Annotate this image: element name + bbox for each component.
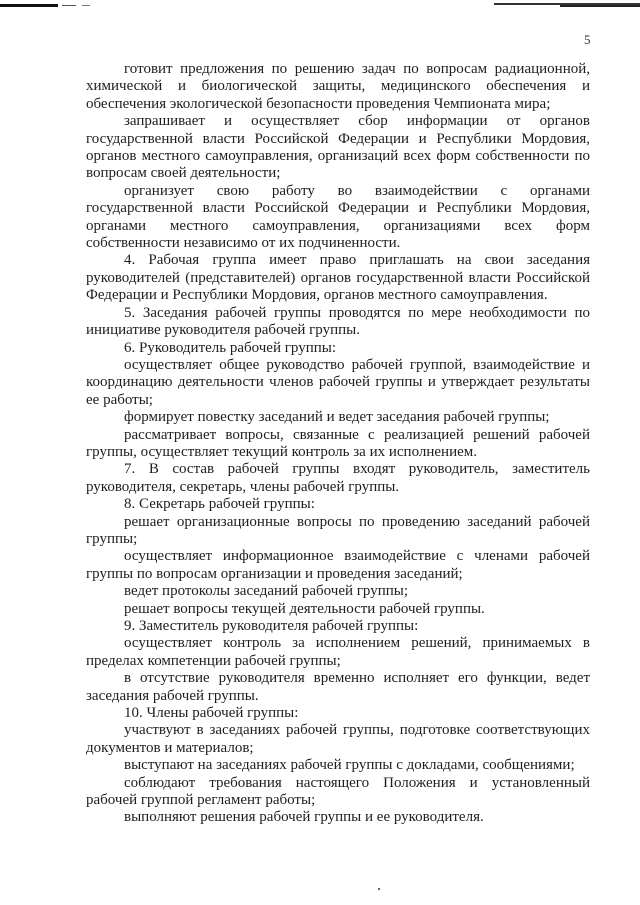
text-line: формирует повестку заседаний и ведет заседания рабочей группы; <box>124 409 550 426</box>
text-line: обеспечения экологической безопасности проведения Чемпионата мира; <box>86 95 551 112</box>
scan-artifact-top-left-dash <box>82 5 90 6</box>
text-line: участвуют в заседаниях рабочей группы, подготовке соответствующих <box>124 722 590 739</box>
text-line: ее работы; <box>86 391 153 408</box>
paragraph <box>86 305 590 340</box>
paragraph <box>86 548 590 583</box>
text-line: готовит предложения по решению задач по вопросам радиационной, <box>124 61 590 77</box>
paragraph <box>86 427 590 462</box>
paragraph <box>86 670 590 705</box>
paragraph <box>86 809 590 826</box>
paragraph <box>86 252 590 304</box>
text-line: выполняют решения рабочей группы и ее руководителя. <box>124 809 484 826</box>
document-body <box>86 61 590 827</box>
paragraph <box>86 113 590 183</box>
text-line: инициативе руководителя рабочей группы. <box>86 322 360 339</box>
text-line: 4. Рабочая группа имеет право приглашать на свои заседания <box>124 252 590 269</box>
text-line: 5. Заседания рабочей группы проводятся по мере необходимости по <box>124 304 590 321</box>
text-line: рабочей группой регламент работы; <box>86 792 316 809</box>
text-line: руководителя, секретарь, члены рабочей группы. <box>86 478 400 495</box>
text-line: группы, осуществляет текущий контроль за их исполнением. <box>86 443 478 460</box>
paragraph <box>86 601 590 618</box>
text-line: решает организационные вопросы по проведению заседаний рабочей <box>124 513 590 530</box>
text-line: 8. Секретарь рабочей группы: <box>124 496 315 513</box>
text-line: химической и биологической защиты, медицинского обеспечения и <box>86 78 590 95</box>
text-line: заседания рабочей группы. <box>86 687 259 704</box>
text-line: государственной власти Российской Федерации и Республики Мордовия, <box>86 130 590 147</box>
text-line: решает вопросы текущей деятельности рабочей группы. <box>124 600 485 617</box>
scan-artifact-top-left-dash <box>62 5 76 6</box>
text-line: Федерации и Республики Мордовия, органов местного самоуправления. <box>86 287 548 304</box>
paragraph <box>86 461 590 496</box>
text-line: выступают на заседаниях рабочей группы с докладами, сообщениями; <box>124 757 575 774</box>
text-line: органов местного самоуправления, организаций всех форм собственности по <box>86 148 590 165</box>
text-line: запрашивает и осуществляет сбор информации от органов <box>124 113 590 130</box>
text-line: собственности независимо от их подчиненности. <box>86 235 401 252</box>
scan-artifact-top-right <box>560 5 640 7</box>
paragraph <box>86 340 590 357</box>
scan-artifact-top-left <box>0 4 58 7</box>
text-line: государственной власти Российской Федерации и Республики Мордовия, <box>86 200 590 217</box>
paragraph <box>86 357 590 409</box>
text-line: осуществляет контроль за исполнением решений, принимаемых в <box>124 635 590 652</box>
paragraph <box>86 775 590 810</box>
paragraph <box>86 722 590 757</box>
paragraph <box>86 583 590 600</box>
text-line: ведет протоколы заседаний рабочей группы; <box>124 583 409 600</box>
text-line: 10. Члены рабочей группы: <box>124 705 299 722</box>
text-line: соблюдают требования настоящего Положения и установленный <box>124 774 590 791</box>
paragraph <box>86 183 590 253</box>
text-line: документов и материалов; <box>86 739 254 756</box>
text-line: осуществляет информационное взаимодействие с членами рабочей <box>124 548 590 565</box>
paragraph <box>86 496 590 513</box>
text-line: 7. В состав рабочей группы входят руководитель, заместитель <box>124 461 590 478</box>
text-line: 9. Заместитель руководителя рабочей группы: <box>124 618 419 634</box>
paragraph <box>86 61 590 113</box>
paragraph <box>86 757 590 774</box>
text-line: вопросам своей деятельности; <box>86 165 281 182</box>
scan-artifact-dot <box>378 888 380 890</box>
paragraph <box>86 409 590 426</box>
text-line: группы по вопросам организации и проведения заседаний; <box>86 565 463 582</box>
text-line: пределах компетенции рабочей группы; <box>86 652 341 669</box>
paragraph <box>86 514 590 549</box>
text-line: 6. Руководитель рабочей группы: <box>124 339 336 356</box>
text-line: осуществляет общее руководство рабочей группой, взаимодействие и <box>124 356 590 373</box>
text-line: организует свою работу во взаимодействии с органами <box>124 182 590 199</box>
text-line: руководителей (представителей) органов государственной власти Российской <box>86 269 590 286</box>
text-line: в отсутствие руководителя временно исполняет его функции, ведет <box>124 670 590 687</box>
paragraph <box>86 705 590 722</box>
text-line: органами местного самоуправления, организациями всех форм <box>86 217 590 234</box>
text-line: рассматривает вопросы, связанные с реализацией решений рабочей <box>124 426 590 443</box>
paragraph <box>86 635 590 670</box>
page-number: 5 <box>584 32 591 47</box>
text-line: группы; <box>86 530 138 547</box>
text-line: координацию деятельности членов рабочей группы и утверждает результаты <box>86 374 590 391</box>
paragraph <box>86 618 590 635</box>
